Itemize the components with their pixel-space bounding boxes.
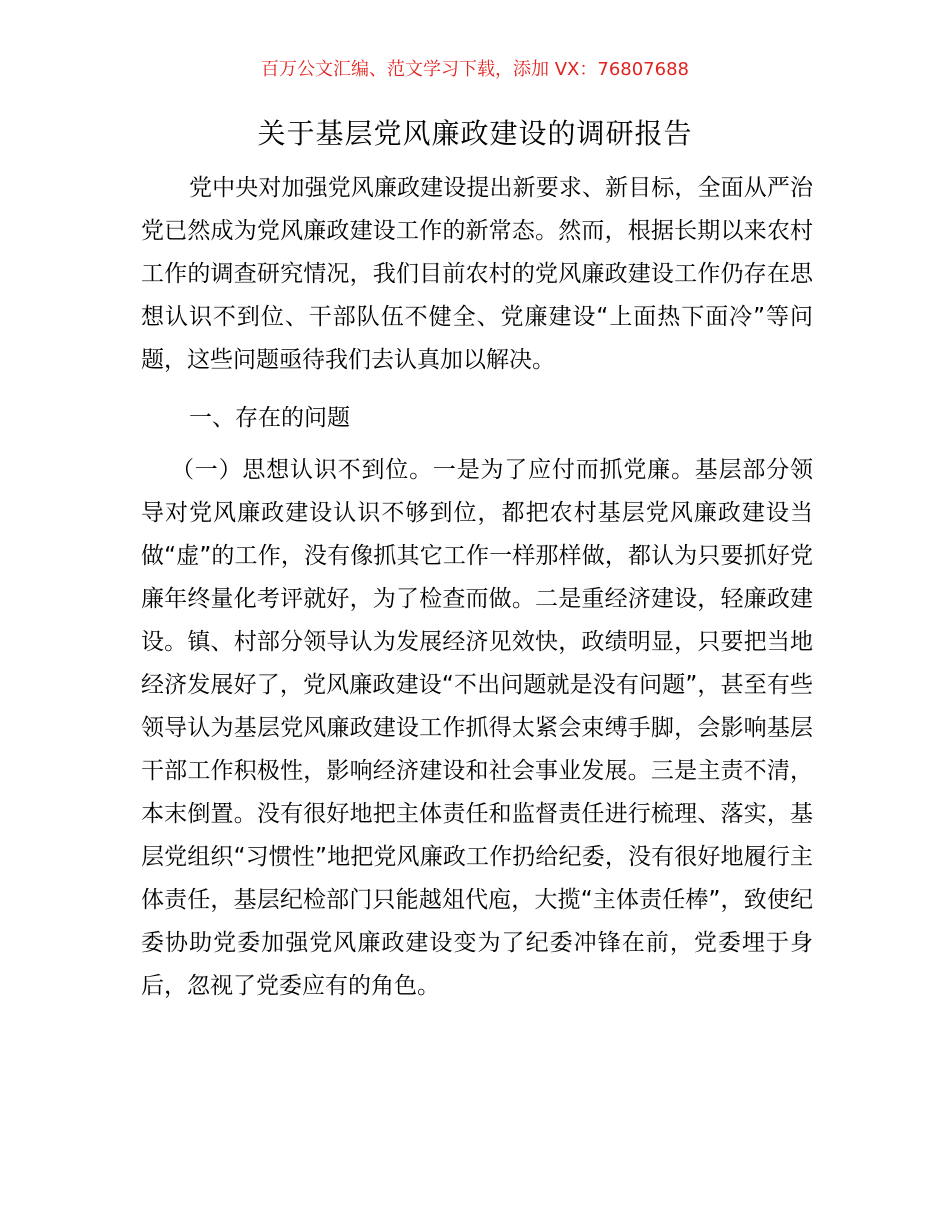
- section-one-paragraph: （一）思想认识不到位。一是为了应付而抓党廉。基层部分领导对党风廉政建设认识不够到位，都把农村基层党风廉政建设当做“虚”的工作，没有像抓其它工作一样那样做，都认为只要抓好党廉年终量化考评就好，为了检查而做。二是重经济建设，轻廉政建设。镇、村部分领导认为发展经济见效快，政绩明显，只要把当地经济发展好了，党风廉政建设“不出问题就是没有问题”，甚至有些领导认为基层党风廉政建设工作抓得太紧会束缚手脚，会影响基层干部工作积极性，影响经济建设和社会事业发展。三是主责不清，本末倒置。没有很好地把主体责任和监督责任进行梳理、落实，基层党组织“习惯性”地把党风廉政工作扔给纪委，没有很好地履行主体责任，基层纪检部门只能越俎代庖，大揽“主体责任棒”，致使纪委协助党委加强党风廉政建设变为了纪委冲锋在前，党委埋于身后，忽视了党委应有的角色。: [141, 457, 813, 999]
- section-one-heading: 一、存在的问题: [189, 405, 350, 431]
- promo-header: 百万公文汇编、范文学习下载，添加 VX：76807688: [261, 59, 689, 80]
- intro-paragraph: 党中央对加强党风廉政建设提出新要求、新目标，全面从严治党已然成为党风廉政建设工作的新常态。然而，根据长期以来农村工作的调查研究情况，我们目前农村的党风廉政建设工作仍存在思想认识不到位、干部队伍不健全、党廉建设“上面热下面冷”等问题，这些问题亟待我们去认真加以解决。: [141, 175, 813, 373]
- document-title: 关于基层党风廉政建设的调研报告: [257, 117, 693, 150]
